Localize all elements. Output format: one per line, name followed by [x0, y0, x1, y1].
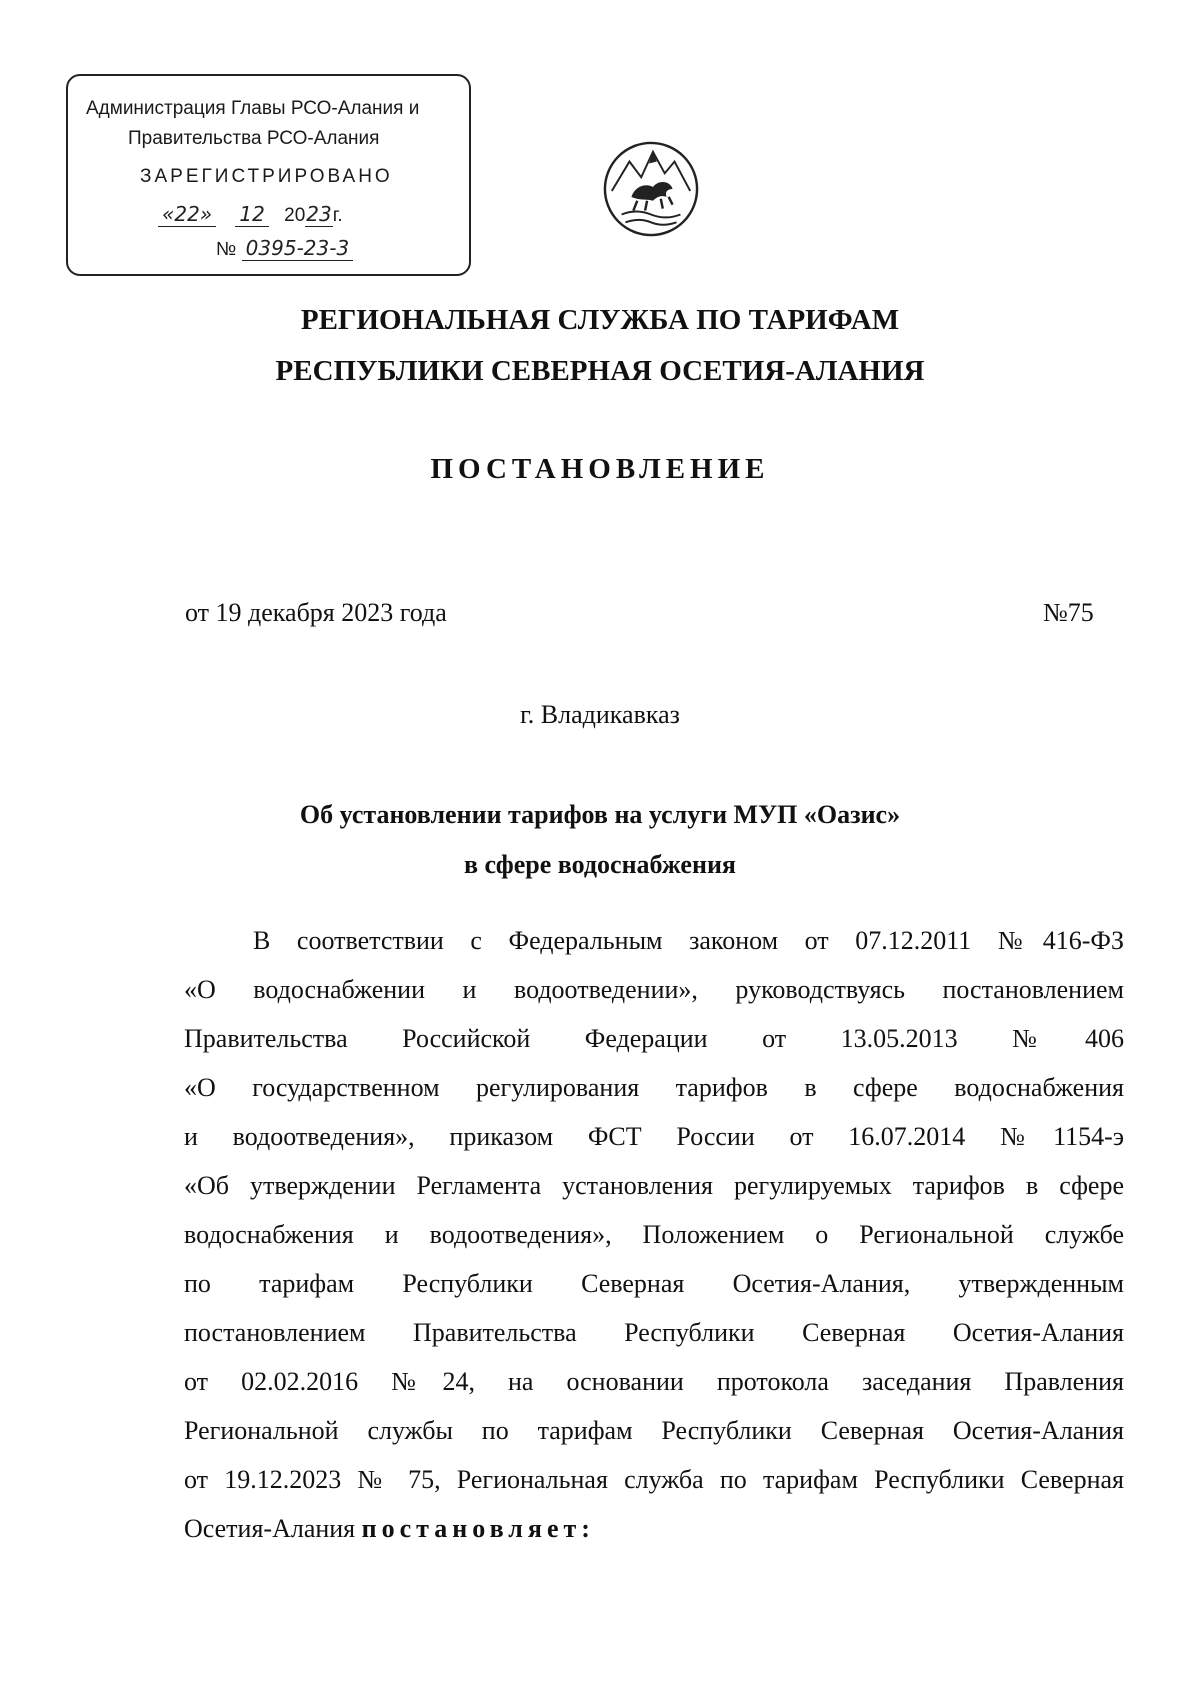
body-line: по тарифам Республики Северная Осетия-Алания, утвержденным — [184, 1269, 1124, 1298]
org-name-line-2: РЕСПУБЛИКИ СЕВЕРНАЯ ОСЕТИЯ-АЛАНИЯ — [275, 355, 925, 387]
stamp-number-label: № — [216, 239, 237, 260]
body-line: Правительства Российской Федерации от 13.05.2013 №406 — [184, 1024, 1124, 1053]
org-name-line-1: РЕГИОНАЛЬНАЯ СЛУЖБА ПО ТАРИФАМ — [300, 304, 900, 336]
stamp-line-2: Правительства РСО-Алания — [128, 128, 380, 149]
document-city: г. Владикавказ — [520, 700, 680, 729]
body-line: постановлением Правительства Республики Северная Осетия-Алания — [184, 1318, 1124, 1347]
body-last-line-text: Осетия-Алания — [184, 1514, 362, 1543]
stamp-line-1: Администрация Главы РСО-Алания и — [86, 98, 420, 119]
body-line: водоснабжения и водоотведения», Положением о Региональной службе — [184, 1220, 1124, 1249]
stamp-month: 12 — [235, 202, 268, 227]
coat-of-arms-emblem — [602, 140, 700, 238]
body-line: В соответствии с Федеральным законом от 07.12.2011 №416-ФЗ — [253, 926, 1124, 955]
stamp-year-prefix: 20 — [284, 205, 306, 226]
document-date: от 19 декабря 2023 года — [185, 598, 447, 627]
stamp-date — [158, 202, 343, 227]
stamp-number — [216, 236, 353, 261]
body-line: «Об утверждении Регламента установления регулируемых тарифов в сфере — [184, 1171, 1124, 1200]
body-line: Региональной службы по тарифам Республики Северная Осетия-Алания — [184, 1416, 1124, 1445]
stamp-number-hand: 0395-23-3 — [242, 236, 354, 261]
body-line: и водоотведения», приказом ФСТ России от 16.07.2014 №1154-э — [184, 1122, 1124, 1151]
registration-stamp — [66, 74, 471, 276]
resolves-word: постановляет: — [361, 1514, 595, 1543]
document-body — [184, 916, 1124, 1553]
stamp-day: «22» — [158, 202, 216, 227]
body-line: «О государственном регулирования тарифов в сфере водоснабжения — [184, 1073, 1124, 1102]
document-title-line-2: в сфере водоснабжения — [464, 850, 736, 879]
stamp-year-suffix: г. — [332, 205, 343, 226]
document-type: ПОСТАНОВЛЕНИЕ — [430, 453, 770, 485]
body-last-line — [184, 1504, 1124, 1553]
body-line: от 19.12.2023 № 75, Региональная служба по тарифам Республики Северная — [184, 1465, 1124, 1494]
body-line: «О водоснабжении и водоотведении», руководствуясь постановлением — [184, 975, 1124, 1004]
stamp-registered: ЗАРЕГИСТРИРОВАНО — [140, 166, 393, 187]
stamp-year-hand: 23 — [306, 202, 332, 226]
body-line: от 02.02.2016 №24, на основании протокола заседания Правления — [184, 1367, 1124, 1396]
document-number: №75 — [1043, 598, 1094, 627]
document-title-line-1: Об установлении тарифов на услуги МУП «Оазис» — [299, 800, 901, 829]
